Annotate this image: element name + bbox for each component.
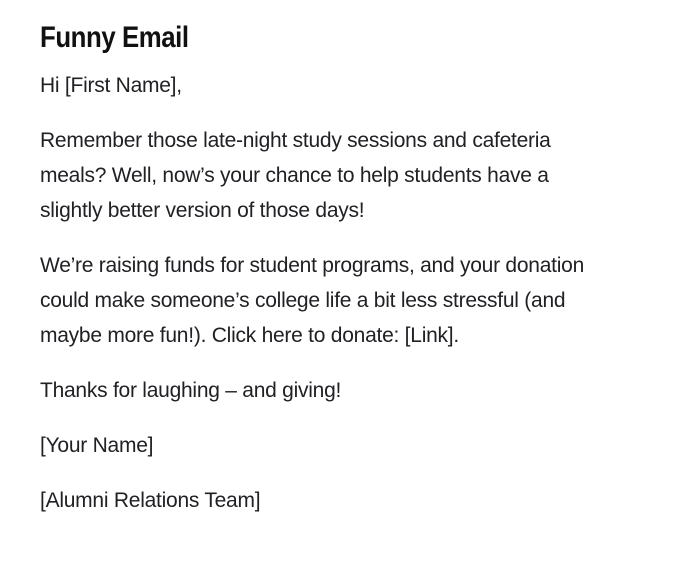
closing-line: Thanks for laughing – and giving! <box>40 379 342 402</box>
greeting-line: Hi [First Name], <box>40 74 182 97</box>
team-placeholder: [Alumni Relations Team] <box>40 489 261 512</box>
text-line: could make someone’s college life a bit less stressful (and <box>40 289 566 312</box>
text-line: maybe more fun!). Click here to donate: [Link]. <box>40 324 459 347</box>
page-title: Funny Email <box>40 21 189 54</box>
text-line: We’re raising funds for student programs, and your donation <box>40 254 585 277</box>
text-line: slightly better version of those days! <box>40 199 365 222</box>
text-line: Remember those late-night study sessions and cafeteria <box>40 129 551 152</box>
signature-placeholder: [Your Name] <box>40 434 154 457</box>
paragraph-donation <box>40 248 660 353</box>
paragraph-memories <box>40 123 660 228</box>
text-line: meals? Well, now’s your chance to help students have a <box>40 164 549 187</box>
